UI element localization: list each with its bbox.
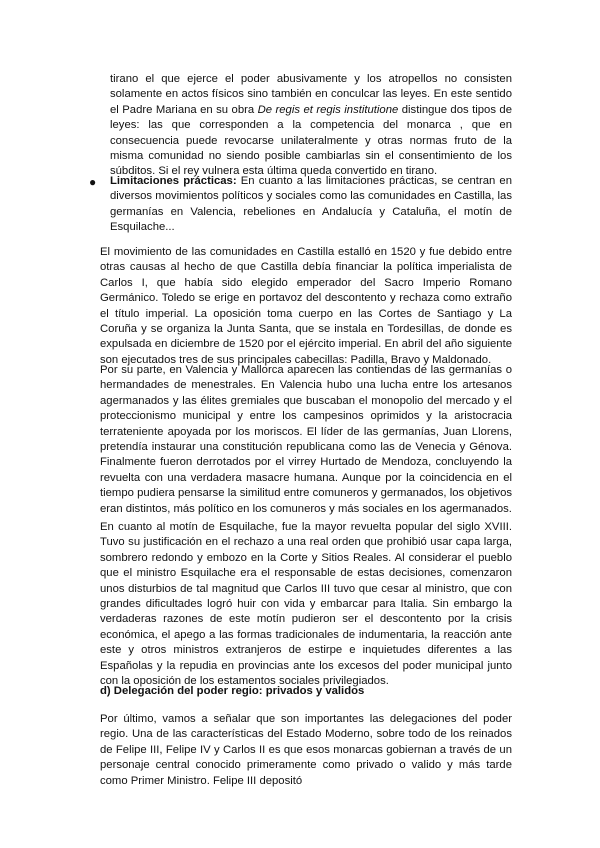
paragraph-delegacion: Por último, vamos a señalar que son importantes las delegaciones del poder regio. Una de las características del Estado Moderno, sobre todo de los reinados de Felipe III, Felipe IV y Carlos II es que esos monarcas gobiernan a través de un personaje central conocido primeramente como privado o valido y más tarde como Primer Ministro. Felipe III depositó [100, 713, 512, 787]
paragraph-esquilache: En cuanto al motín de Esquilache, fue la mayor revuelta popular del siglo XVIII. Tuvo su justificación en el rechazo a una real orden que prohibió usar capa larga, sombrero redondo y embozo en la Corte y Sitios Reales. Al considerar el pueblo que el ministro Esquilache era el responsable de estas decisiones, comenzaron unos disturbios de tal magnitud que Carlos III tuvo que cesar al ministro, que con grandes dificultades logró huir con vida y embarcar para Italia. Sin embargo la verdaderas razones de este motín pudieron ser el descontento por la crisis económica, el apego a las formas tradicionales de indumentaria, la reacción ante este y otros ministros extranjeros de estirpe e inquietudes diferentes a las Españolas y la repudia en provincias ante los excesos del poder municipal junto con la oposición de los estamentos sociales privilegiados. [100, 521, 512, 688]
paragraph-comunidades: El movimiento de las comunidades en Castilla estalló en 1520 y fue debido entre otras causas al hecho de que Castilla debía financiar la política imperialista de Carlos I, que había sido elegido emperador del Sacro Imperio Romano Germánico. Toledo se erige en portavoz del descontento y rechaza como extraño el título imperial. La oposición toma cuerpo en las Cortes de Santiago y La Coruña y se organiza la Junta Santa, que se instala en Tordesillas, de donde es expulsada en diciembre de 1520 por el ejército imperial. En abril del año siguiente son ejecutados tres de sus principales cabecillas: Padilla, Bravo y Maldonado. [100, 246, 512, 366]
section-heading: d) Delegación del poder regio: privados y validos [100, 685, 365, 697]
paragraph-germanias: Por su parte, en Valencia y Mallorca aparecen las contiendas de las germanías o hermandades de menestrales. En Valencia hubo una lucha entre los artesanos agermanados y las élites gremiales que buscaban el monopolio del mercado y el proteccionismo municipal y entre los campesinos oprimidos y la aristocracia terrateniente apoyada por los moriscos. El líder de las germanías, Juan Llorens, pretendía instaurar una constitución republicana como las de Venecia y Génova. Finalmente fueron derrotados por el virrey Hurtado de Mendoza, concluyendo la revuelta con una verdadera masacre humana. Aunque por la coincidencia en el tiempo pudiera pensarse la similitud entre comuneros y germanados, los objetivos eran distintos, más político en los comuneros y más sociales en los agermanados. [100, 364, 512, 515]
bullet-text: En cuanto a las limitaciones prácticas, se centran en diversos movimientos políticos y sociales como las comunidades en Castilla, las germanías en Valencia, rebeliones en Andalucía y Cataluña, el motín de Esquilache... [110, 175, 512, 234]
book-title: De regis et regis institutione [257, 103, 399, 116]
continued-text-end: distingue dos tipos de leyes: las que corresponden a la competencia del monarca , que en consecuencia puede revocarse unilateralmente y otras normas fruto de la misma comunidad no siendo posible cambiarlas sin el consentimiento de los súbditos. Si el rey vulnera esta última queda convertido en tirano. [110, 103, 512, 178]
bullet-item-limitaciones [110, 174, 512, 236]
bullet-title: Limitaciones prácticas: [110, 175, 237, 187]
bullet-icon: ● [89, 175, 97, 189]
continued-paragraph [110, 72, 512, 180]
continued-text: tirano el que ejerce el poder abusivamente y los atropellos no consisten solamente en actos físicos sino también en conculcar las leyes. En este sentido el Padre Mariana en su obra [110, 73, 512, 116]
